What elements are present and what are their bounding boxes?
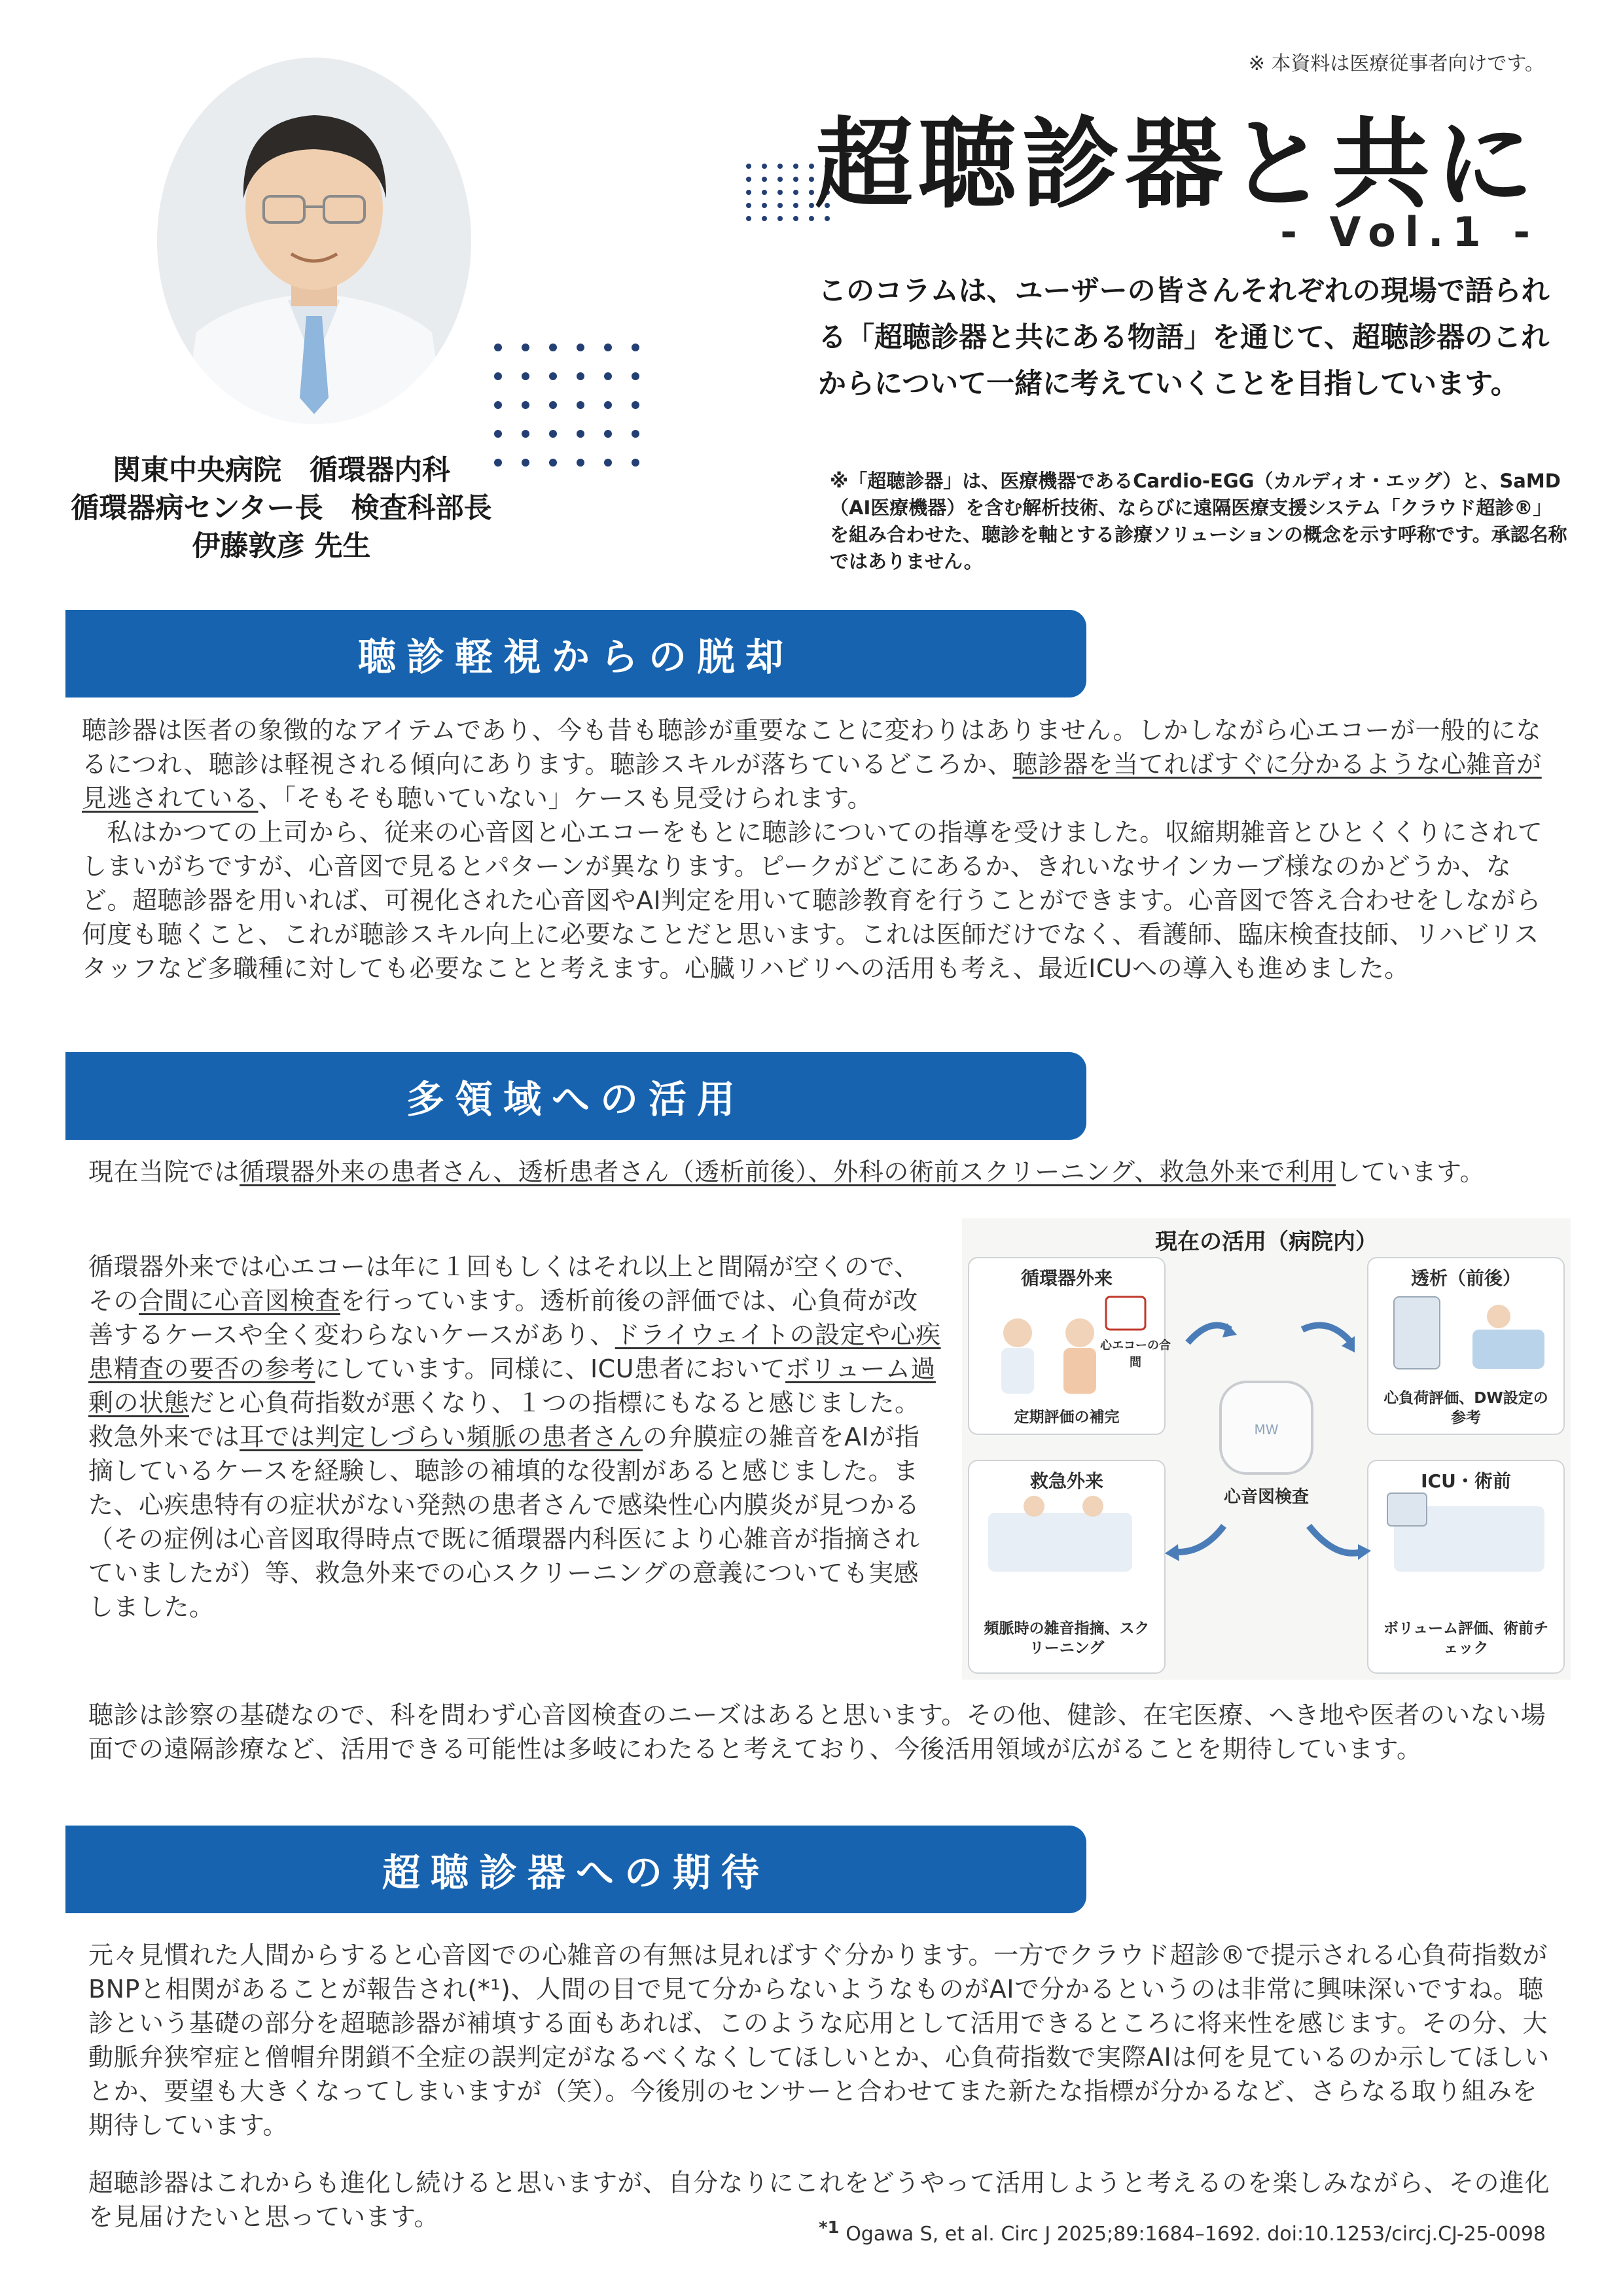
underline-missed-murmur: 聴診器を当てればすぐに分かるような心雑音が見逃されている: [82, 750, 1542, 813]
section2-paragraph1: 現在当院では循環器外来の患者さん、透析患者さん（透析前後）、外科の術前スクリーニング、救急外来で利用しています。: [88, 1157, 1485, 1186]
quadrant-icu-caption: ボリューム評価、術前チェック: [1383, 1620, 1549, 1657]
quadrant-outpatient-caption: 定期評価の補完: [1014, 1409, 1120, 1426]
quadrant-outpatient-bubble: 心エコーの合間: [1100, 1339, 1171, 1369]
section1-body: [82, 713, 1548, 985]
author-hospital: 関東中央病院 循環器内科: [113, 454, 450, 487]
footnote-mark: *1: [818, 2218, 840, 2238]
section3-paragraph1: 元々見慣れた人間からすると心音図での心雑音の有無は見ればすぐ分かります。一方でクラウド超診®で提示される心負荷指数がBNPと相関があることが報告され(*¹)、人間の目で見て分からないようなものがAIで分かるというのは非常に興味深いですね。聴診という基礎の部分を超聴診器が補填する面もあれば、このような応用として活用できるところに将来性を感じます。その分、大動脈弁狭窄症と僧帽弁閉鎖不全症の誤判定がなるべくなくしてほしいとか、心負荷指数で実際AIは何を見ているのか示してほしいとか、要望も大きくなってしまいますが（笑）。今後別のセンサーと合わせてまた新たな指標が分かるなど、さらなる取り組みを期待しています。: [88, 1941, 1550, 2140]
quadrant-er-caption: 頻脈時の雑音指摘、スクリーニング: [984, 1620, 1150, 1657]
svg-text:MW: MW: [1254, 1422, 1279, 1438]
section3-heading: 超聴診器への期待: [65, 1826, 1086, 1913]
terminology-note: ※「超聴診器」は、医療機器であるCardio-EGG（カルディオ・エッグ）と、SaMD（AI医療機器）を含む解析技術、ならびに遠隔医療支援システム「クラウド超診®」を組み合わせた、聴診を軸とする診療ソリューションの概念を示す呼称です。承認名称ではありません。: [830, 470, 1567, 573]
section1-paragraph2: 私はかつての上司から、従来の心音図と心エコーをもとに聴診についての指導を受けました。収縮期雑音とひとくくりにされてしまいがちですが、心音図で見るとパターンが異なります。ピークがどこにあるか、きれいなサインカーブ様なのかどうか、など。超聴診器を用いれば、可視化された心音図やAI判定を用いて聴診教育を行うことができます。心音図で答え合わせをしながら何度も聴くこと、これが聴診スキル向上に必要なことだと思います。これは医師だけでなく、看護師、臨床検査技師、リハビリスタッフなど多職種に対しても必要なことと考えます。心臓リハビリへの活用も考え、最近ICUへの導入も進めました。: [82, 818, 1543, 983]
intro-text: このコラムは、ユーザーの皆さんそれぞれの現場で語られる「超聴診器と共にある物語」を通じて、超聴診器のこれからについて一緒に考えていくことを目指しています。: [818, 275, 1550, 400]
volume-label: - Vol.1 -: [1280, 208, 1539, 256]
figure-title: 現在の活用（病院内）: [1155, 1229, 1378, 1255]
author-position: 循環器病センター長 検査科部長: [71, 492, 492, 525]
footnote: [819, 2218, 1546, 2246]
section1-heading: 聴診軽視からの脱却: [65, 610, 1086, 698]
author-name: 伊藤敦彦 先生: [192, 530, 371, 563]
section1-paragraph1: 聴診器は医者の象徴的なアイテムであり、今も昔も聴診が重要なことに変わりはありません。しかしながら心エコーが一般的になるにつれ、聴診は軽視される傾向にあります。聴診スキルが落ちているどころか、聴診器を当てればすぐに分かるような心雑音が見逃されている、「そもそも聴いていない」ケースも見受けられます。: [82, 716, 1542, 813]
section2-heading: 多領域への活用: [65, 1052, 1086, 1140]
section2-paragraph3: 聴診は診察の基礎なので、科を問わず心音図検査のニーズはあると思います。その他、健診、在宅医療、へき地や医者のいない場面での遠隔診療など、活用できる可能性は多岐にわたると考えており、今後活用領域が広がることを期待しています。: [88, 1701, 1546, 1763]
footnote-text: Ogawa S, et al. Circ J 2025;89:1684–1692. doi:10.1253/circj.CJ-25-0098: [846, 2223, 1546, 2246]
quadrant-icu-header: ICU・術前: [1421, 1470, 1511, 1492]
usage-figure: [962, 1218, 1571, 1680]
section3-paragraph2: 超聴診器はこれからも進化し続けると思いますが、自分なりにこれをどうやって活用しようと考えるのを楽しみながら、その進化を見届けたいと思っています。: [88, 2168, 1550, 2231]
decor-dots-portrait: [494, 344, 639, 467]
author-photo: [157, 58, 471, 424]
quadrant-er-header: 救急外来: [1029, 1470, 1103, 1492]
page-title: 超聴診器と共に: [815, 108, 1539, 222]
section2-paragraph2: 循環器外来では心エコーは年に１回もしくはそれ以上と間隔が空くので、その合間に心音図検査を行っています。透析前後の評価では、心負荷が改善するケースや全く変わらないケースがあり、ドライウェイトの設定や心疾患精査の要否の参考にしています。同様に、ICU患者においてボリューム過剰の状態だと心負荷指数が悪くなり、１つの指標にもなると感じました。救急外来では耳では判定しづらい頻脈の患者さんの弁膜症の雑音をAIが指摘しているケースを経験し、聴診の補填的な役割があると感じました。また、心疾患特有の症状がない発熱の患者さんで感染性心内膜炎が見つかる（その症例は心音図取得時点で既に循環器内科医により心雑音が指摘されていましたが）等、救急外来での心スクリーニングの意義についても実感しました。: [88, 1252, 941, 1621]
audience-notice: ※ 本資料は医療従事者向けです。: [1248, 52, 1544, 75]
author-block: [39, 451, 524, 565]
quadrant-dialysis-caption: 心負荷評価、DW設定の参考: [1383, 1390, 1548, 1426]
quadrant-dialysis-header: 透析（前後）: [1410, 1267, 1521, 1289]
quadrant-outpatient-header: 循環器外来: [1020, 1267, 1113, 1289]
figure-center-label: 心音図検査: [1223, 1487, 1309, 1507]
